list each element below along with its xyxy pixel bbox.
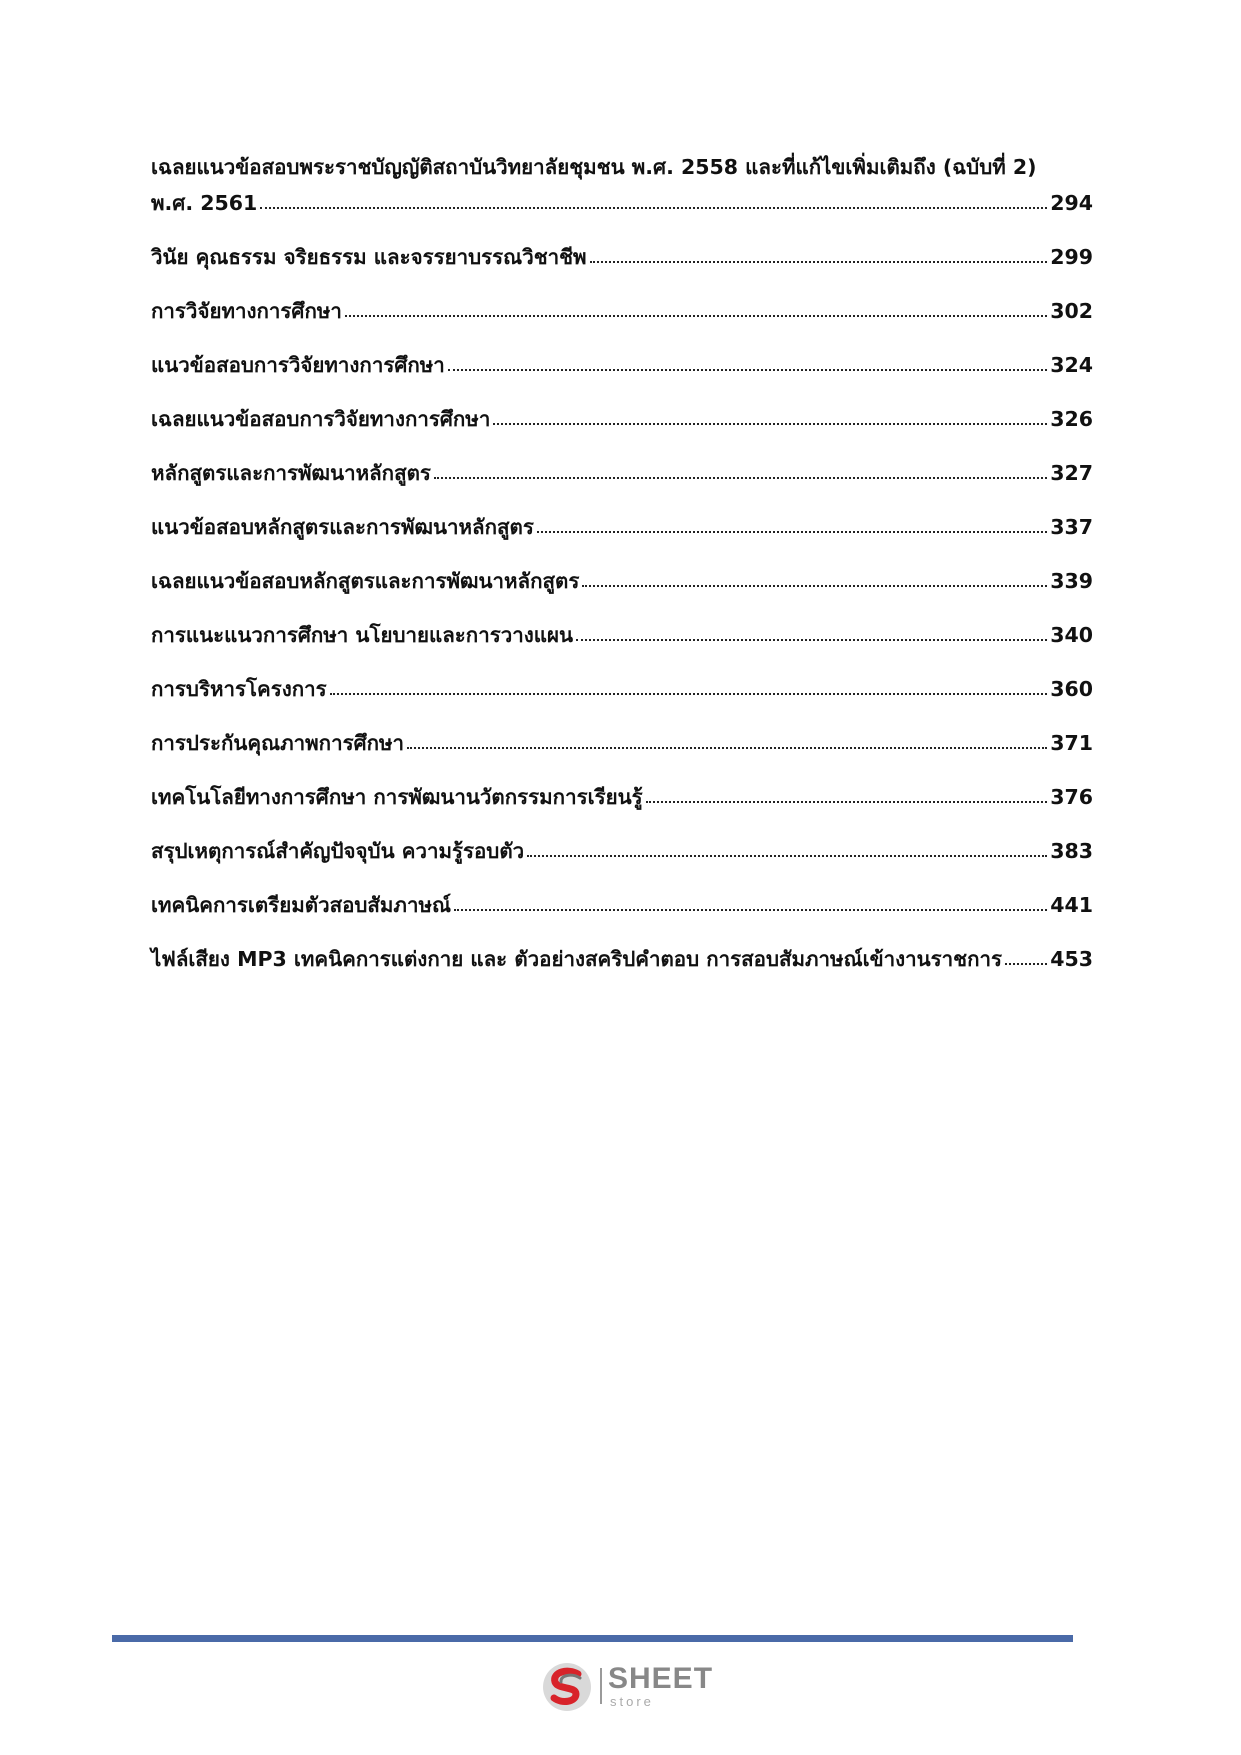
toc-entry-page: 337 — [1050, 515, 1093, 539]
toc-entry-title: เทคนิคการเตรียมตัวสอบสัมภาษณ์ — [151, 893, 451, 917]
toc-entry[interactable] — [151, 296, 1093, 326]
toc-entry-title: วินัย คุณธรรม จริยธรรม และจรรยาบรรณวิชาชีพ — [151, 245, 587, 269]
toc-entry-page: 324 — [1050, 353, 1093, 377]
toc-entry-title: การวิจัยทางการศึกษา — [151, 299, 342, 323]
toc-entry[interactable] — [151, 890, 1093, 920]
dot-leader — [576, 638, 1047, 641]
dot-leader — [434, 476, 1047, 479]
toc-entry[interactable] — [151, 782, 1093, 812]
dot-leader — [1005, 962, 1047, 965]
toc-entry[interactable] — [151, 944, 1093, 974]
dot-leader — [260, 206, 1047, 209]
toc-entry[interactable] — [151, 620, 1093, 650]
toc-entry-title: การประกันคุณภาพการศึกษา — [151, 731, 405, 755]
dot-leader — [448, 368, 1047, 371]
toc-entry[interactable] — [151, 836, 1093, 866]
toc-entry-page: 441 — [1050, 893, 1093, 917]
toc-entry[interactable] — [151, 350, 1093, 380]
toc-entry[interactable] — [151, 512, 1093, 542]
toc-entry-page: 453 — [1050, 947, 1093, 971]
table-of-contents — [151, 152, 1093, 974]
toc-entry[interactable] — [151, 728, 1093, 758]
dot-leader — [527, 854, 1047, 857]
dot-leader — [454, 908, 1047, 911]
toc-entry-page: 376 — [1050, 785, 1093, 809]
dot-leader — [590, 260, 1048, 263]
toc-entry-title: หลักสูตรและการพัฒนาหลักสูตร — [151, 461, 431, 485]
toc-entry-page: 371 — [1050, 731, 1093, 755]
toc-entry-title: เฉลยแนวข้อสอบการวิจัยทางการศึกษา — [151, 407, 491, 431]
toc-entry-page: 327 — [1050, 461, 1093, 485]
toc-entry-title: เฉลยแนวข้อสอบหลักสูตรและการพัฒนาหลักสูตร — [151, 569, 580, 593]
toc-entry-title: พ.ศ. 2561 — [151, 191, 258, 215]
s-logo-icon — [540, 1660, 594, 1714]
logo-subtext: store — [610, 1694, 654, 1709]
toc-entry-page: 360 — [1050, 677, 1093, 701]
toc-entry[interactable] — [151, 404, 1093, 434]
toc-entry-page: 339 — [1050, 569, 1093, 593]
logo-separator — [600, 1668, 602, 1704]
toc-entry-title: แนวข้อสอบการวิจัยทางการศึกษา — [151, 353, 445, 377]
toc-entry-page: 326 — [1050, 407, 1093, 431]
toc-entry-title: เทคโนโลยีทางการศึกษา การพัฒนานวัตกรรมการเรียนรู้ — [151, 785, 643, 809]
toc-entry-page: 299 — [1050, 245, 1093, 269]
sheet-store-logo — [540, 1660, 720, 1714]
dot-leader — [646, 800, 1048, 803]
dot-leader — [537, 530, 1047, 533]
toc-entry-page: 302 — [1050, 299, 1093, 323]
dot-leader — [345, 314, 1047, 317]
toc-entry-title-line1: เฉลยแนวข้อสอบพระราชบัญญัติสถาบันวิทยาลัยชุมชน พ.ศ. 2558 และที่แก้ไขเพิ่มเติมถึง (ฉบับที่ 2) — [151, 155, 1037, 179]
toc-entry[interactable] — [151, 674, 1093, 704]
toc-entry-page: 340 — [1050, 623, 1093, 647]
toc-entry[interactable] — [151, 458, 1093, 488]
toc-entry-title: การบริหารโครงการ — [151, 677, 327, 701]
toc-entry[interactable] — [151, 242, 1093, 272]
toc-entry-page: 294 — [1050, 191, 1093, 215]
toc-entry-title: แนวข้อสอบหลักสูตรและการพัฒนาหลักสูตร — [151, 515, 534, 539]
toc-entry[interactable] — [151, 566, 1093, 596]
dot-leader — [493, 422, 1047, 425]
dot-leader — [582, 584, 1047, 587]
footer-rule — [112, 1635, 1073, 1642]
dot-leader — [330, 692, 1048, 695]
toc-entry-title: ไฟล์เสียง MP3 เทคนิคการแต่งกาย และ ตัวอย่างสคริปคำตอบ การสอบสัมภาษณ์เข้างานราชการ — [151, 947, 1003, 971]
toc-entry[interactable] — [151, 152, 1093, 218]
dot-leader — [407, 746, 1047, 749]
toc-entry-title: สรุปเหตุการณ์สำคัญปัจจุบัน ความรู้รอบตัว — [151, 839, 525, 863]
toc-entry-title: การแนะแนวการศึกษา นโยบายและการวางแผน — [151, 623, 573, 647]
toc-entry-page: 383 — [1050, 839, 1093, 863]
logo-text: SHEET — [608, 1662, 714, 1695]
